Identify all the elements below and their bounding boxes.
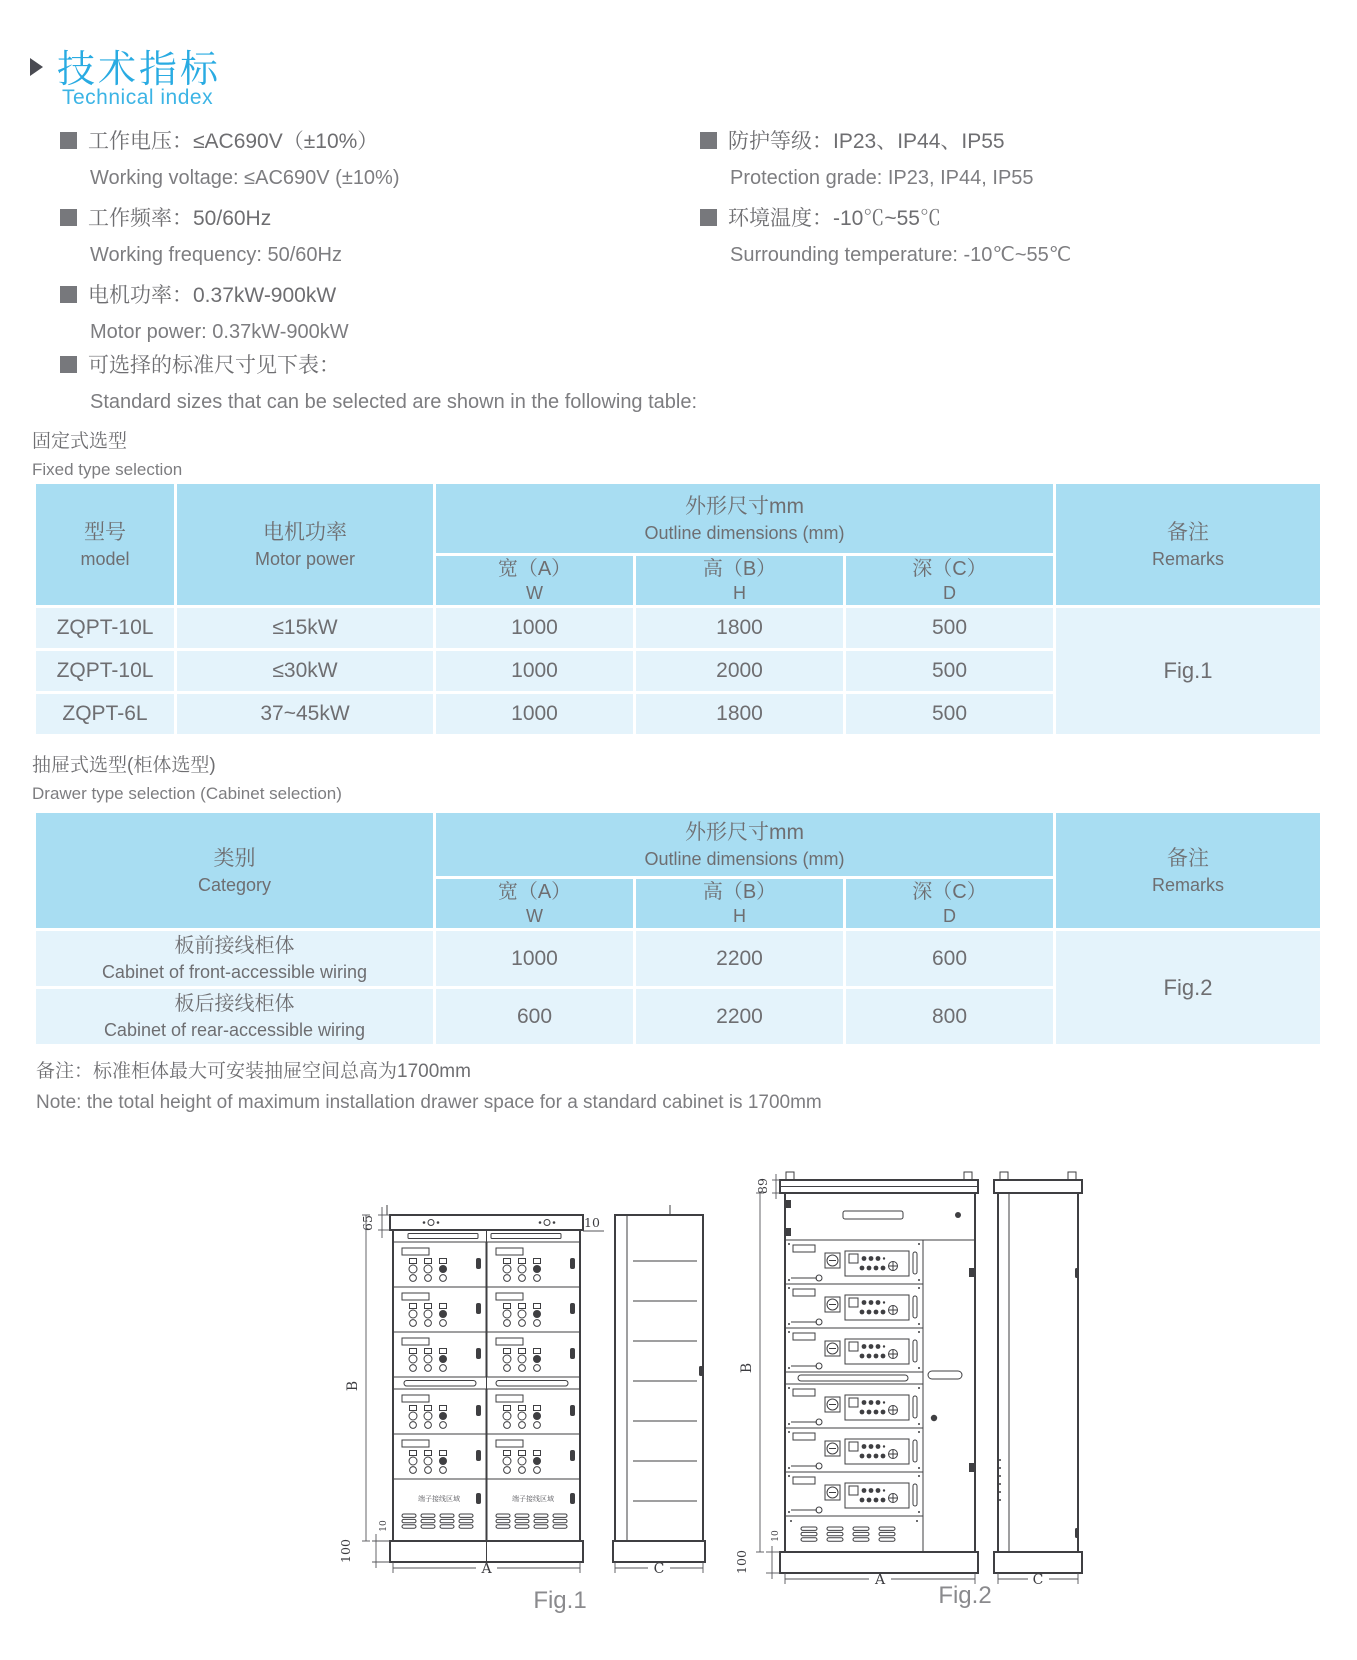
bullet-square-icon [700, 209, 717, 226]
col-header-width [435, 555, 635, 607]
fig1-cabinet-drawing [336, 1196, 716, 1586]
cell-category [35, 988, 435, 1046]
dim-10-small: 10 [379, 1520, 389, 1532]
power-en: Motor power [254, 548, 356, 569]
dims-zh: 外形尺寸mm [685, 494, 804, 518]
dim-65: 65 [360, 1215, 375, 1231]
col-header-outline-dimensions [435, 812, 1055, 878]
dim-B: B [345, 1380, 361, 1392]
spec-en-text: Working frequency: 50/60Hz [90, 244, 342, 266]
page-title-zh: 技术指标 [57, 49, 222, 91]
spec-zh-text: 电机功率：0.37kW-900kW [88, 284, 337, 307]
drawer-title-zh: 抽屉式选型(柜体选型) [32, 755, 216, 776]
cell-depth: 600 [845, 930, 1055, 988]
fig2-label: Fig.2 [938, 1582, 992, 1609]
spec-en-text: Working voltage: ≤AC690V (±10%) [90, 167, 400, 189]
col-header-model [35, 483, 176, 607]
spec-zh-text: 工作频率：50/60Hz [88, 207, 272, 230]
cell-depth: 500 [845, 607, 1055, 650]
depth-en: D [943, 906, 956, 926]
cell-depth: 500 [845, 693, 1055, 736]
fig1-label: Fig.1 [533, 1587, 587, 1614]
col-header-width [435, 878, 635, 930]
fig1-front-view [387, 1205, 583, 1562]
depth-en: D [943, 583, 956, 603]
cell-width: 600 [435, 988, 635, 1046]
height-zh: 高（B） [702, 881, 777, 903]
terminal-area-label: 端子接线区域 [418, 1496, 460, 1503]
drawer-type-table [33, 810, 1323, 1047]
col-header-remarks [1055, 812, 1322, 930]
category-en-text: Cabinet of rear-accessible wiring [103, 1020, 366, 1040]
bullet-square-icon [60, 209, 77, 226]
col-header-category [35, 812, 435, 930]
fixed-title-en: Fixed type selection [32, 460, 183, 479]
spec-zh-text: 工作电压：≤AC690V（±10%） [88, 130, 379, 153]
cell-remark: Fig.2 [1055, 930, 1322, 1046]
spec-column-left [60, 128, 700, 359]
spec-item [60, 128, 700, 152]
table-intro [60, 352, 697, 429]
table-row [35, 607, 1322, 650]
fixed-section-heading [32, 426, 182, 480]
dim-C: C [653, 1561, 665, 1577]
cell-power: ≤30kW [176, 650, 435, 693]
fixed-type-table [33, 481, 1323, 737]
note-en: Note: the total height of maximum installation drawer space for a standard cabinet is 1700mm [36, 1092, 822, 1113]
col-header-height [635, 555, 845, 607]
drawer-title-en: Drawer type selection (Cabinet selection) [32, 784, 342, 803]
bullet-square-icon [60, 132, 77, 149]
dims-en: Outline dimensions (mm) [644, 848, 845, 869]
cell-depth: 500 [845, 650, 1055, 693]
spec-item [700, 205, 1300, 229]
fig2-side-view [994, 1172, 1082, 1573]
category-en-text: Cabinet of front-accessible wiring [101, 962, 368, 982]
spec-item [60, 282, 700, 306]
width-en: W [526, 583, 543, 603]
col-header-depth [845, 878, 1055, 930]
dim-10-small: 10 [771, 1530, 781, 1542]
spec-zh-text: 防护等级：IP23、IP44、IP55 [728, 130, 1005, 153]
dim-100: 100 [734, 1550, 749, 1574]
dims-en: Outline dimensions (mm) [644, 522, 845, 543]
width-zh: 宽（A） [497, 881, 572, 903]
note-zh: 备注：标准柜体最大可安装抽屉空间总高为1700mm [36, 1061, 471, 1082]
cell-width: 1000 [435, 693, 635, 736]
spec-en-text: Protection grade: IP23, IP44, IP55 [730, 167, 1034, 189]
cell-power: 37~45kW [176, 693, 435, 736]
cell-width: 1000 [435, 607, 635, 650]
model-en: model [80, 548, 130, 569]
dim-C: C [1032, 1572, 1044, 1588]
page-title-en: Technical index [62, 86, 214, 109]
width-zh: 宽（A） [497, 558, 572, 580]
spec-list [60, 128, 1330, 359]
category-zh: 类别 [213, 846, 256, 870]
table-row [35, 930, 1322, 988]
cell-model: ZQPT-6L [35, 693, 176, 736]
col-header-outline-dimensions [435, 483, 1055, 555]
depth-zh: 深（C） [912, 881, 987, 903]
width-en: W [526, 906, 543, 926]
spec-en-text: Motor power: 0.37kW-900kW [90, 321, 349, 343]
dim-89: 89 [755, 1178, 770, 1194]
model-zh: 型号 [84, 520, 126, 544]
bullet-square-icon [60, 286, 77, 303]
height-en: H [733, 906, 746, 926]
spec-item [700, 128, 1300, 152]
terminal-area-label: 端子接线区域 [512, 1496, 554, 1503]
cell-category [35, 930, 435, 988]
cell-height: 2200 [635, 930, 845, 988]
cell-height: 1800 [635, 693, 845, 736]
remarks-en: Remarks [1151, 874, 1224, 895]
dims-zh: 外形尺寸mm [685, 820, 804, 844]
spec-en-text: Surrounding temperature: -10℃~55℃ [730, 244, 1072, 266]
cell-height: 2200 [635, 988, 845, 1046]
intro-en: Standard sizes that can be selected are shown in the following table: [90, 391, 698, 413]
power-zh: 电机功率 [263, 520, 347, 544]
col-header-remarks [1055, 483, 1322, 607]
cell-model: ZQPT-10L [35, 607, 176, 650]
drawer-section-heading [32, 750, 342, 804]
depth-zh: 深（C） [912, 558, 987, 580]
col-header-depth [845, 555, 1055, 607]
fig1-side-view [613, 1205, 705, 1562]
remarks-zh: 备注 [1167, 520, 1209, 544]
intro-zh-text: 可选择的标准尺寸见下表： [88, 354, 340, 377]
dim-100: 100 [338, 1539, 353, 1563]
remarks-en: Remarks [1151, 548, 1224, 569]
cell-width: 1000 [435, 650, 635, 693]
cell-width: 1000 [435, 930, 635, 988]
cell-remark: Fig.1 [1055, 607, 1322, 736]
section-arrow-icon [30, 58, 43, 76]
cell-height: 1800 [635, 607, 845, 650]
cell-depth: 800 [845, 988, 1055, 1046]
col-header-height [635, 878, 845, 930]
spec-zh-text: 环境温度：-10℃~55℃ [728, 207, 941, 230]
height-en: H [733, 583, 746, 603]
intro-zh [60, 352, 697, 376]
spec-column-right [700, 128, 1300, 359]
fixed-title-zh: 固定式选型 [32, 431, 128, 452]
remarks-zh: 备注 [1167, 846, 1209, 870]
cell-model: ZQPT-10L [35, 650, 176, 693]
table-note [36, 1056, 822, 1114]
fig2-front-view [780, 1172, 978, 1573]
bullet-square-icon [700, 132, 717, 149]
dim-A: A [874, 1572, 886, 1588]
spec-item [60, 205, 700, 229]
category-zh-text: 板前接线柜体 [174, 935, 295, 957]
category-en: Category [197, 874, 272, 895]
dim-B: B [739, 1362, 755, 1374]
dim-A: A [481, 1561, 492, 1577]
col-header-motor-power [176, 483, 435, 607]
page-header [30, 38, 221, 93]
bullet-square-icon [60, 356, 77, 373]
dim-10: 10 [584, 1215, 600, 1230]
cell-power: ≤15kW [176, 607, 435, 650]
fig2-cabinet-drawing [728, 1108, 1088, 1588]
category-zh-text: 板后接线柜体 [174, 993, 295, 1015]
cell-height: 2000 [635, 650, 845, 693]
height-zh: 高（B） [702, 558, 777, 580]
